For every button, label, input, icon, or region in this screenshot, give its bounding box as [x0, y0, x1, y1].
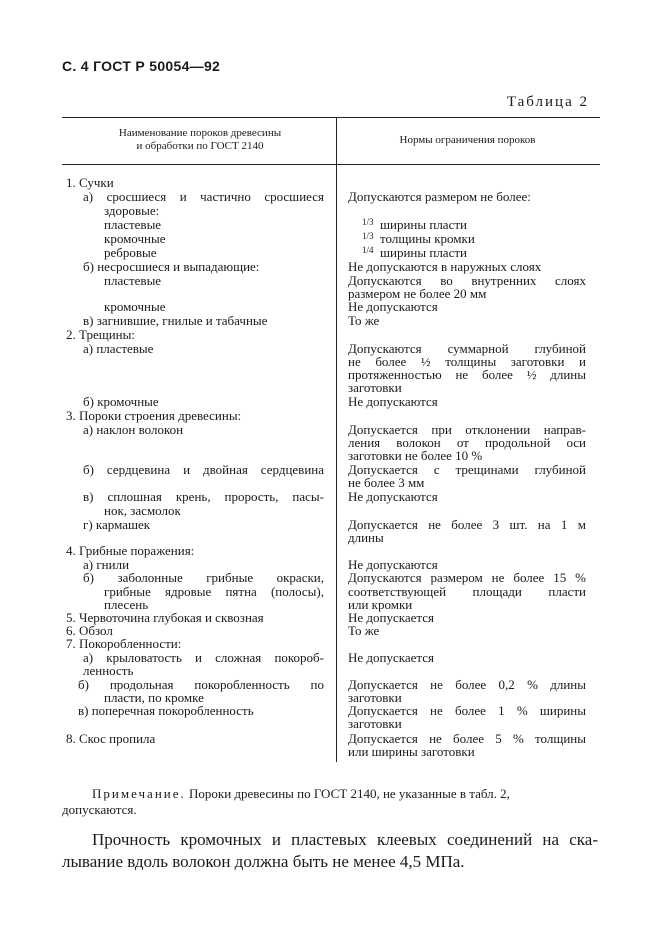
defect-name-line: кромочные — [104, 299, 166, 314]
defect-name-line: 2. Трещины: — [66, 327, 135, 342]
defect-name-line: 3. Пороки строения древесины: — [66, 408, 242, 423]
defect-name-line: кромочные — [104, 231, 166, 246]
defect-limit-line: Допускается с трещинами глубиной — [348, 462, 586, 477]
defect-limit-line: заготовки — [348, 716, 402, 731]
defect-name-line: ленность — [83, 663, 134, 678]
defect-name-line: здоровые: — [104, 203, 160, 218]
defect-limit-line: Допускаются суммарной глубиной — [348, 341, 586, 356]
defect-limit-line: ления волокон от продольной оси — [348, 435, 586, 450]
defect-name-line: 7. Покоробленности: — [66, 636, 182, 651]
defect-limit-line: Не допускается — [348, 610, 434, 625]
defect-name-line: 1. Сучки — [66, 175, 114, 190]
defect-limit-line: Не допускаются — [348, 394, 438, 409]
defect-limit-line: Не допускаются — [348, 557, 438, 572]
defect-name-line: в) поперечная покоробленность — [78, 703, 254, 718]
defect-limit-line: не более 3 мм — [348, 475, 425, 490]
defect-limit-line: Не допускаются в наружных слоях — [348, 259, 542, 274]
defect-name-line: грибные ядровые пятна (полосы), — [104, 584, 324, 599]
defect-limit-line: толщины кромки — [380, 231, 475, 246]
note-text-1: Пороки древесины по ГОСТ 2140, не указанные в табл. 2, — [185, 786, 510, 801]
defect-limit-line: заготовки — [348, 690, 402, 705]
defect-limit-line: заготовки — [348, 380, 402, 395]
body-paragraph-line2: лывание вдоль волокон должна быть не менее 4,5 МПа. — [62, 852, 465, 871]
defect-limit-line: Допускается не более 5 % толщины — [348, 731, 586, 746]
defect-name-line: а) наклон волокон — [83, 422, 184, 437]
defect-limit-line: Допускаются размером не более: — [348, 189, 531, 204]
defect-limit-line: ширины пласти — [380, 217, 467, 232]
defect-limit-line: длины — [348, 530, 384, 545]
defect-limit-line: То же — [348, 623, 380, 638]
defect-name-line: в) загнившие, гнилые и табачные — [83, 313, 268, 328]
defect-name-line: плесень — [104, 597, 149, 612]
table-header-rule — [62, 164, 600, 165]
col1-header-line2: и обработки по ГОСТ 2140 — [136, 140, 264, 152]
defect-name-line: г) кармашек — [83, 517, 151, 532]
defect-limit-line: Допускаются размером не более 15 % — [348, 570, 586, 585]
defect-limit-line: Допускаются во внутренних слоях — [348, 273, 586, 288]
defect-limit-line: Допускается не более 3 шт. на 1 м — [348, 517, 586, 532]
defect-limit-line: соответствующей площади пласти — [348, 584, 586, 599]
defect-limit-line: размером не более 20 мм — [348, 286, 487, 301]
defect-limit-line: или ширины заготовки — [348, 744, 475, 759]
defect-limit-line: 1/3 — [362, 231, 374, 241]
defect-limit-line: Не допускается — [348, 650, 434, 665]
defect-name-line: б) кромочные — [83, 394, 159, 409]
table-caption: Таблица 2 — [506, 94, 589, 110]
body-paragraph-line1: Прочность кромочных и пластевых клеевых соединений на ска- — [92, 830, 598, 849]
defect-name-line: б) продольная покоробленность по — [78, 677, 324, 692]
defect-name-line: пластевые — [104, 217, 162, 232]
page-header: С. 4 ГОСТ Р 50054—92 — [62, 58, 221, 74]
defect-limit-line: не более ½ толщины заготовки и — [348, 354, 586, 369]
defect-limit-line: Допускается не более 1 % ширины — [348, 703, 586, 718]
col1-header-line1: Наименование пороков древесины — [118, 127, 282, 139]
table-column-divider — [336, 117, 337, 762]
col1-header — [70, 127, 330, 153]
col2-header: Нормы ограничения пороков — [399, 134, 536, 146]
defect-name-line: б) сердцевина и двойная сердцевина — [83, 462, 324, 477]
defect-limit-line: Допускается не более 0,2 % длины — [348, 677, 586, 692]
defect-limit-line: ширины пласти — [380, 245, 467, 260]
table-top-rule — [62, 117, 600, 118]
defect-limit-line: Допускается при отклонении направ- — [348, 422, 586, 437]
defect-name-line: а) крыловатость и сложная покороб- — [83, 650, 324, 665]
defect-name-line: нок, засмолок — [104, 503, 181, 518]
note-text-2: допускаются. — [62, 802, 137, 817]
defect-limit-line: Не допускаются — [348, 489, 438, 504]
defect-limit-line: протяженностью не более ½ длины — [348, 367, 586, 382]
defect-limit-line: Не допускаются — [348, 299, 438, 314]
defect-limit-line: 1/3 — [362, 217, 374, 227]
defect-name-line: пласти, по кромке — [104, 690, 204, 705]
defect-name-line: б) заболонные грибные окраски, — [83, 570, 324, 585]
defect-name-line: 4. Грибные поражения: — [66, 543, 195, 558]
defect-name-line: б) несросшиеся и выпадающие: — [83, 259, 260, 274]
defect-limit-line: То же — [348, 313, 380, 328]
defect-limit-line: 1/4 — [362, 245, 374, 255]
defect-name-line: в) сплошная крень, прорость, пасы- — [83, 489, 324, 504]
defect-name-line: а) сросшиеся и частично сросшиеся — [83, 189, 324, 204]
defect-limit-line: заготовки не более 10 % — [348, 448, 483, 463]
defect-name-line: 6. Обзол — [66, 623, 113, 638]
table-note — [92, 785, 600, 802]
defect-name-line: ребровые — [104, 245, 157, 260]
defect-name-line: 8. Скос пропила — [66, 731, 156, 746]
defect-limit-line: или кромки — [348, 597, 413, 612]
note-title: Примечание. — [92, 786, 186, 801]
defect-name-line: а) гнили — [83, 557, 130, 572]
defect-name-line: а) пластевые — [83, 341, 154, 356]
defect-name-line: пластевые — [104, 273, 162, 288]
defect-name-line: 5. Червоточина глубокая и сквозная — [66, 610, 264, 625]
